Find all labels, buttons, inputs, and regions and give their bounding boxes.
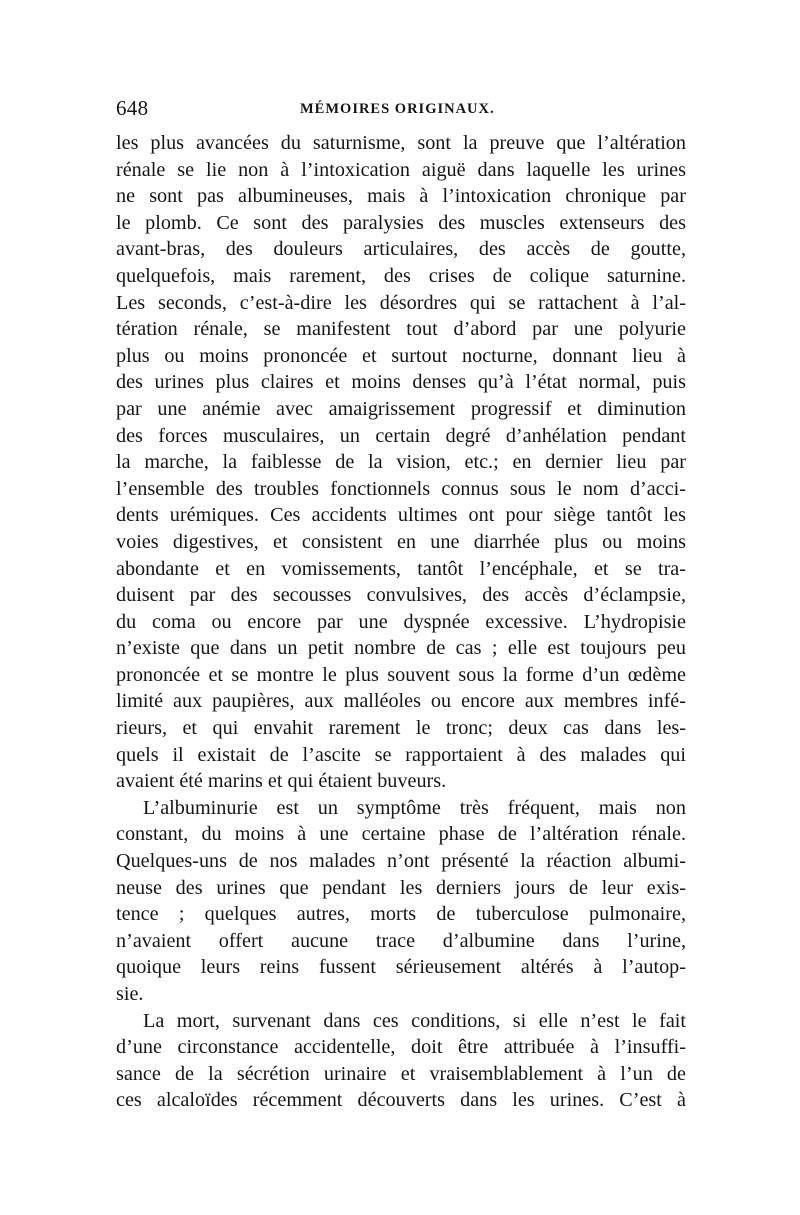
text-line: constant, du moins à une certaine phase de l’altération rénale.: [116, 823, 686, 846]
text-line: prononcée et se montre le plus souvent sous la forme d’un œdème: [116, 663, 686, 686]
text-line: sance de la sécrétion urinaire et vraisemblablement à l’un de: [116, 1062, 686, 1085]
text-line: avant-bras, des douleurs articulaires, des accès de goutte,: [116, 238, 686, 261]
text-line: la marche, la faiblesse de la vision, etc.; en dernier lieu par: [116, 451, 686, 474]
text-line: ne sont pas albumineuses, mais à l’intoxication chronique par: [116, 185, 686, 208]
text-line: n’existe que dans un petit nombre de cas ; elle est toujours peu: [116, 637, 686, 660]
paragraph-end-line: avaient été marins et qui étaient buveurs.: [116, 770, 447, 793]
text-line: voies digestives, et consistent en une diarrhée plus ou moins: [116, 530, 686, 553]
paragraph-start-line: La mort, survenant dans ces conditions, si elle n’est le fait: [143, 1009, 686, 1032]
text-line: le plomb. Ce sont des paralysies des muscles extenseurs des: [116, 211, 686, 234]
text-line: des urines plus claires et moins denses qu’à l’état normal, puis: [116, 371, 686, 394]
text-line: dents urémiques. Ces accidents ultimes ont pour siège tantôt les: [116, 504, 686, 527]
text-line: ces alcaloïdes récemment découverts dans les urines. C’est à: [116, 1089, 686, 1112]
page-number: 648: [116, 96, 149, 120]
text-line: d’une circonstance accidentelle, doit être attribuée à l’insuffi-: [116, 1036, 686, 1059]
text-line: l’ensemble des troubles fonctionnels connus sous le nom d’acci-: [116, 477, 686, 500]
text-line: tération rénale, se manifestent tout d’abord par une polyurie: [116, 318, 686, 341]
text-line: Les seconds, c’est-à-dire les désordres qui se rattachent à l’al-: [116, 291, 686, 314]
text-line: par une anémie avec amaigrissement progressif et diminution: [116, 397, 686, 420]
running-title: MÉMOIRES ORIGINAUX.: [300, 101, 495, 117]
text-line: Quelques-uns de nos malades n’ont présenté la réaction albumi-: [116, 850, 686, 873]
text-line: rénale se lie non à l’intoxication aiguë dans laquelle les urines: [116, 158, 686, 181]
text-line: limité aux paupières, aux malléoles ou encore aux membres infé-: [116, 690, 686, 713]
text-line: plus ou moins prononcée et surtout nocturne, donnant lieu à: [116, 344, 686, 367]
text-line: les plus avancées du saturnisme, sont la preuve que l’altération: [116, 132, 686, 154]
text-line: du coma ou encore par une dyspnée excessive. L’hydropisie: [116, 610, 686, 633]
paragraph-start-line: L’albuminurie est un symptôme très fréquent, mais non: [143, 796, 686, 819]
paragraph-end-line: sie.: [116, 983, 144, 1005]
text-line: tence ; quelques autres, morts de tuberculose pulmonaire,: [116, 903, 686, 926]
running-head: [116, 96, 686, 124]
text-line: duisent par des secousses convulsives, des accès d’éclampsie,: [116, 584, 686, 607]
text-line: rieurs, et qui envahit rarement le tronc; deux cas dans les-: [116, 717, 686, 740]
text-line: quoique leurs reins fussent sérieusement altérés à l’autop-: [116, 956, 686, 979]
text-line: neuse des urines que pendant les derniers jours de leur exis-: [116, 876, 686, 899]
text-line: quels il existait de l’ascite se rapportaient à des malades qui: [116, 743, 686, 766]
text-line: des forces musculaires, un certain degré d’anhélation pendant: [116, 424, 686, 447]
text-line: abondante et en vomissements, tantôt l’encéphale, et se tra-: [116, 557, 686, 580]
text-line: quelquefois, mais rarement, des crises de colique saturnine.: [116, 264, 686, 287]
text-line: n’avaient offert aucune trace d’albumine dans l’urine,: [116, 929, 686, 952]
body-text: [116, 130, 686, 1114]
